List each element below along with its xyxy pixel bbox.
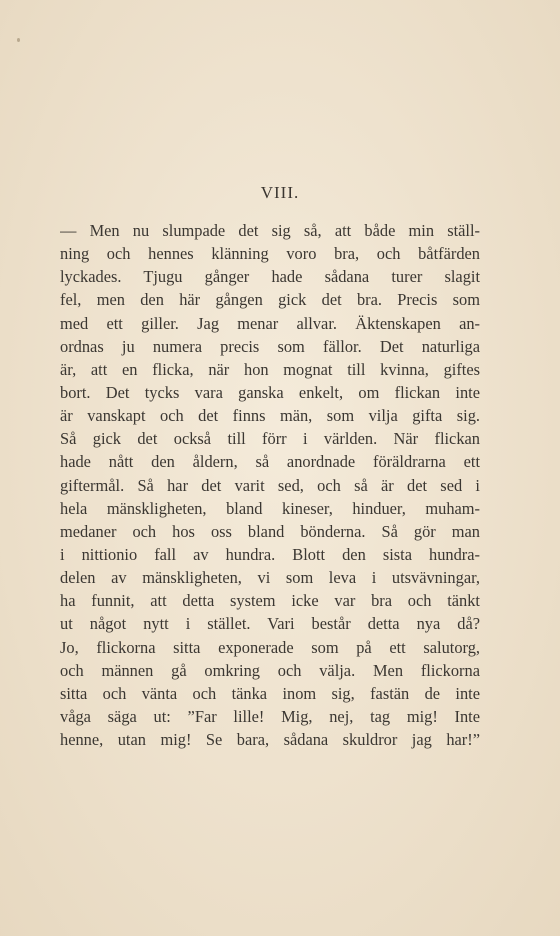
body-text <box>60 219 480 751</box>
text-line: och männen gå omkring och välja. Men flickorna <box>60 660 480 680</box>
text-line: ordnas ju numera precis som fällor. Det naturliga <box>60 336 480 356</box>
text-line: hade nått den åldern, så anordnade föräldrarna ett <box>60 452 480 472</box>
text-line: ning och hennes klänning voro bra, och båtfärden <box>60 244 480 264</box>
text-line: hela mänskligheten, bland kineser, hinduer, muham- <box>60 498 480 518</box>
text-line: våga säga ut: ”Far lille! Mig, nej, tag mig! Inte <box>60 706 480 726</box>
text-line: giftermål. Så har det varit sed, och så är det sed i <box>60 475 480 495</box>
text-line: bort. Det tycks vara ganska enkelt, om flickan inte <box>60 382 480 402</box>
text-line: sitta och vänta och tänka inom sig, fastän de inte <box>60 683 480 703</box>
text-line: fel, men den här gången gick det bra. Precis som <box>60 290 480 310</box>
text-line: delen av mänskligheten, vi som leva i utsvävningar, <box>60 568 480 588</box>
chapter-heading: VIII. <box>260 183 300 202</box>
text-line: medaner och hos oss bland bönderna. Så gör man <box>60 521 480 541</box>
text-line: i nittionio fall av hundra. Blott den sista hundra- <box>60 544 480 564</box>
text-line: lyckades. Tjugu gånger hade sådana turer slagit <box>60 267 480 287</box>
text-line: med ett giller. Jag menar allvar. Äktenskapen an- <box>60 313 480 333</box>
text-line: Jo, flickorna sitta exponerade som på ett salutorg, <box>60 637 480 657</box>
text-line: är vanskapt och det finns män, som vilja gifta sig. <box>60 406 480 426</box>
text-line: ut något nytt i stället. Vari består detta nya då? <box>60 614 480 634</box>
text-line: är, att en flicka, när hon mognat till kvinna, giftes <box>60 359 480 379</box>
text-line: — Men nu slumpade det sig så, att både min ställ- <box>60 221 480 240</box>
text-line: Så gick det också till förr i världen. När flickan <box>60 429 480 449</box>
text-line: ha funnit, att detta system icke var bra och tänkt <box>60 591 480 611</box>
text-line: henne, utan mig! Se bara, sådana skuldror jag har!” <box>60 730 480 750</box>
paper-speck <box>17 38 20 42</box>
